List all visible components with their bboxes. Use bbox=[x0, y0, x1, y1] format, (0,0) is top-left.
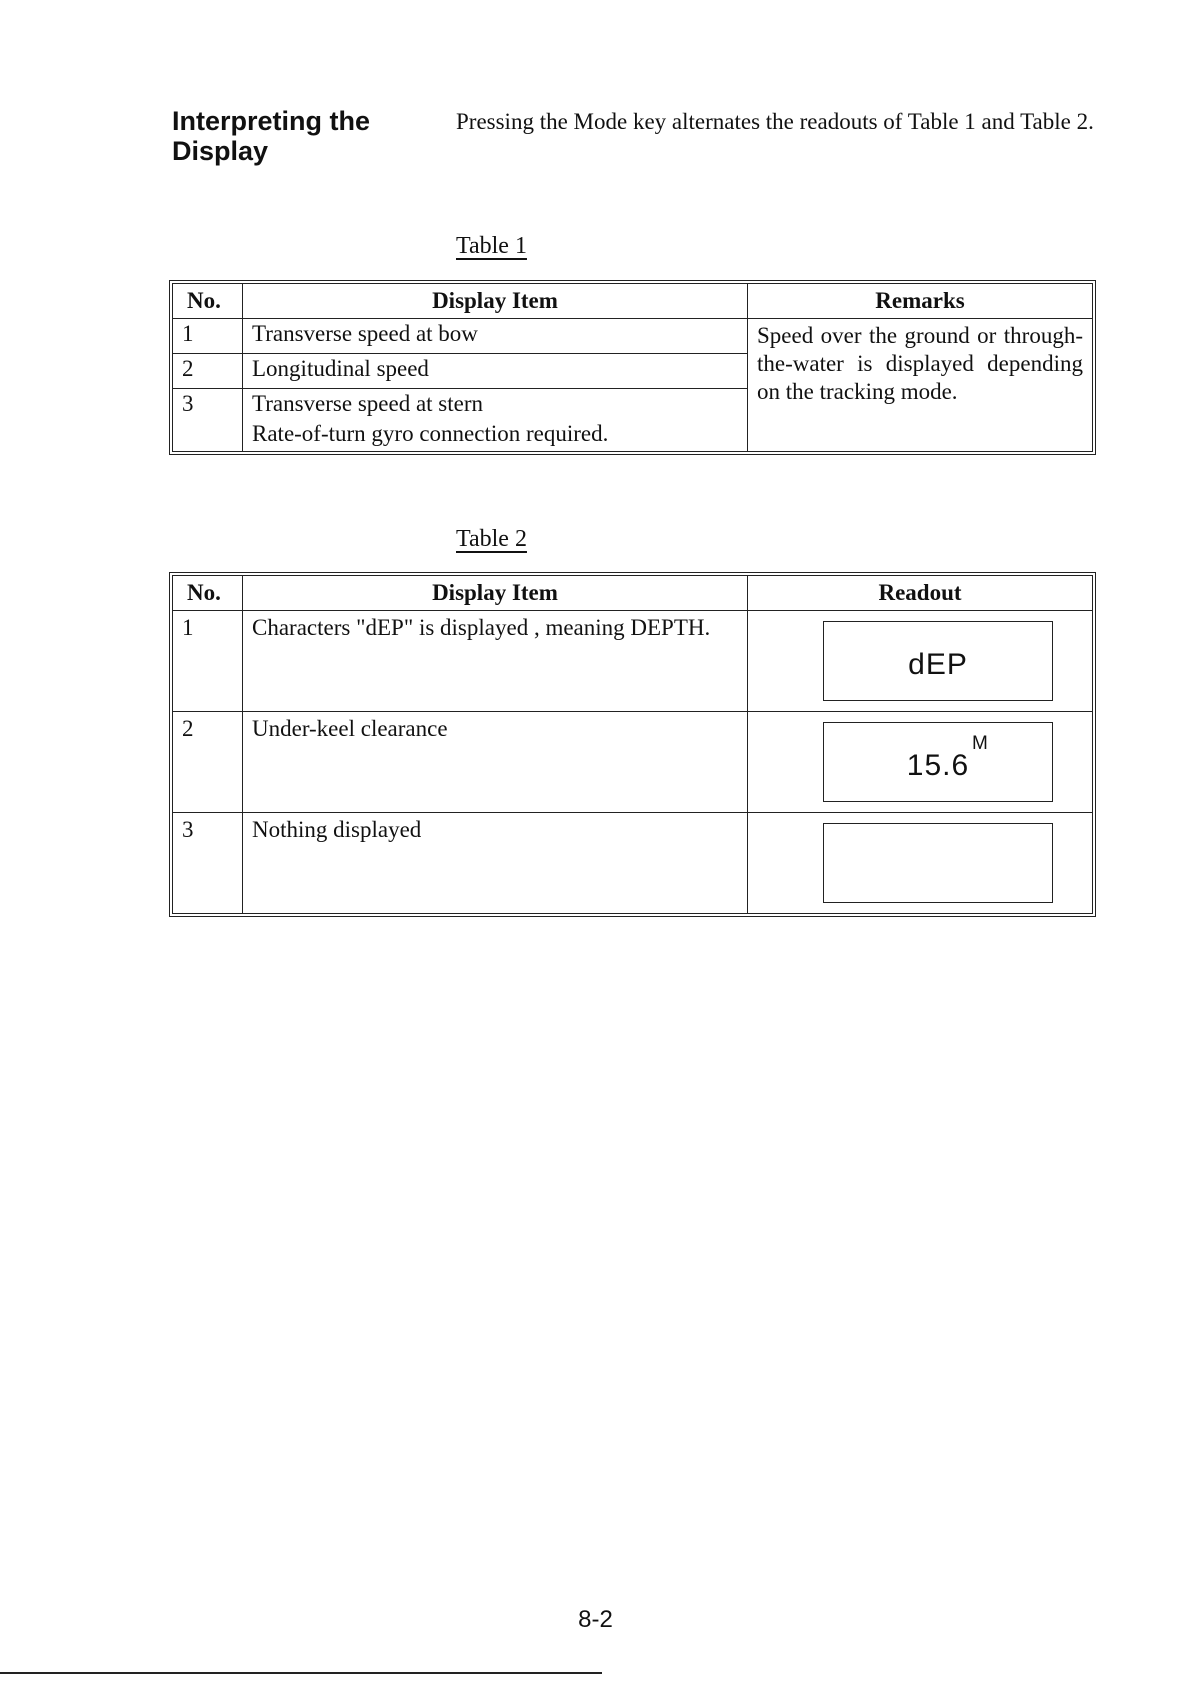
table2-header-item: Display Item bbox=[243, 576, 748, 611]
row-display-item: Longitudinal speed bbox=[243, 354, 748, 389]
lcd-readout bbox=[823, 823, 1053, 903]
lcd-value: dEP bbox=[908, 648, 968, 681]
row-display-note: Rate-of-turn gyro connection required. bbox=[252, 421, 609, 446]
table1-header-item: Display Item bbox=[243, 284, 748, 319]
section-heading bbox=[172, 106, 370, 166]
lcd-value: 15.6 bbox=[906, 749, 970, 782]
table1-frame bbox=[169, 280, 1096, 455]
row-display-item-cell bbox=[243, 389, 748, 452]
row-display-item: Characters "dEP" is displayed , meaning DEPTH. bbox=[243, 611, 748, 712]
table1-header-no: No. bbox=[173, 284, 243, 319]
row-number: 1 bbox=[173, 611, 243, 712]
row-display-item: Transverse speed at bow bbox=[243, 319, 748, 354]
table1-caption: Table 1 bbox=[456, 233, 527, 259]
table2-caption: Table 2 bbox=[456, 526, 527, 552]
bottom-rule bbox=[0, 1672, 602, 1674]
table1 bbox=[172, 283, 1093, 452]
row-display-item: Under-keel clearance bbox=[243, 712, 748, 813]
readout-cell bbox=[748, 611, 1093, 712]
table-row bbox=[173, 813, 1093, 914]
section-heading-line2: Display bbox=[172, 136, 269, 166]
readout-cell bbox=[748, 813, 1093, 914]
table-row bbox=[173, 319, 1093, 354]
row-display-item: Nothing displayed bbox=[243, 813, 748, 914]
lcd-readout bbox=[823, 722, 1053, 802]
table-row bbox=[173, 611, 1093, 712]
readout-cell bbox=[748, 712, 1093, 813]
row-number: 2 bbox=[173, 354, 243, 389]
table2-header-readout: Readout bbox=[748, 576, 1093, 611]
row-display-item: Transverse speed at stern bbox=[252, 391, 484, 416]
table2-frame bbox=[169, 572, 1096, 917]
table2 bbox=[172, 575, 1093, 914]
row-number: 3 bbox=[173, 389, 243, 452]
intro-paragraph: Pressing the Mode key alternates the readouts of Table 1 and Table 2. bbox=[456, 109, 1094, 134]
row-number: 2 bbox=[173, 712, 243, 813]
page-number: 8-2 bbox=[578, 1606, 613, 1633]
table1-header-remarks: Remarks bbox=[748, 284, 1093, 319]
remarks-text: Speed over the ground or through-the-water is displayed depending on the tracking mode. bbox=[748, 319, 1093, 452]
table1-header-row bbox=[173, 284, 1093, 319]
row-number: 1 bbox=[173, 319, 243, 354]
lcd-readout bbox=[823, 621, 1053, 701]
table2-header-row bbox=[173, 576, 1093, 611]
lcd-unit: M bbox=[972, 733, 988, 754]
table-row bbox=[173, 712, 1093, 813]
row-number: 3 bbox=[173, 813, 243, 914]
section-heading-line1: Interpreting the bbox=[172, 106, 371, 136]
table2-header-no: No. bbox=[173, 576, 243, 611]
